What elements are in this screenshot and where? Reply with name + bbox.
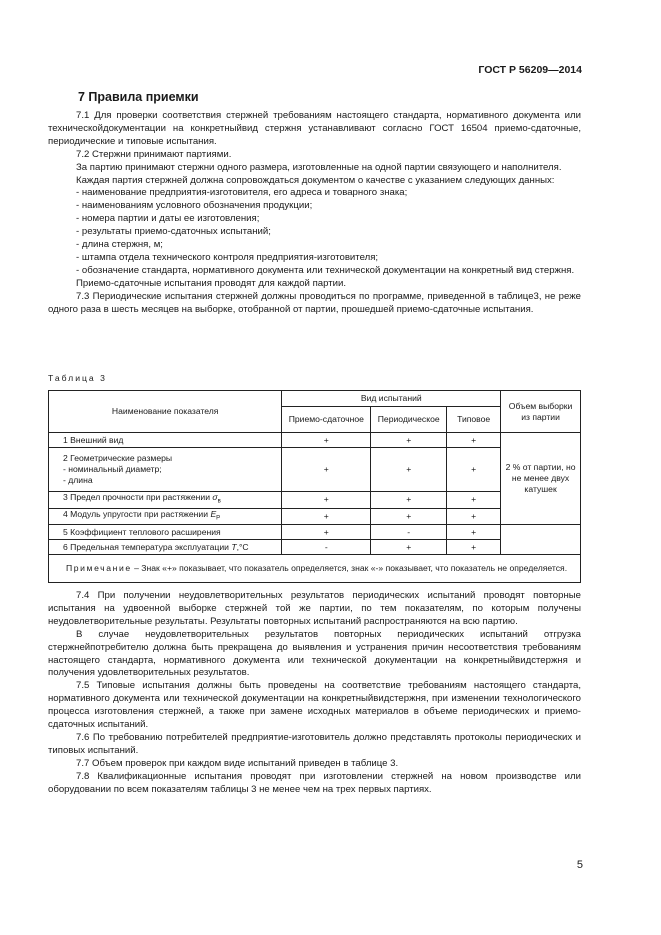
cell-value: + xyxy=(371,540,447,555)
paragraph-7-5: 7.5 Типовые испытания должны быть проведены на соответствие требованиям настоящего стандарта, нормативного документа или технической документации на конкретныйвидстержня, при изменении технологического процесса изготовления стержней, а также при замене исходных материалов в объеме периодических и приемо-сдаточных испытаний. xyxy=(48,680,581,731)
cell-value: + xyxy=(282,433,371,448)
cell-value: - xyxy=(282,540,371,555)
row-name xyxy=(49,448,282,492)
note-text: – Знак «+» показывает, что показатель определяется, знак «-» показывает, что показатель не определяется. xyxy=(131,563,568,574)
paragraph-7-3: 7.3 Периодические испытания стержней должны проводиться по программе, приведенной в таблице3, не реже одного раза в шесть месяцев на выборке, отобранной от партии, прошедшей приемо-сдаточные испытания. xyxy=(48,290,581,315)
cell-value: + xyxy=(447,540,501,555)
cell-value: + xyxy=(371,508,447,525)
row-name-line: - длина xyxy=(63,475,93,485)
paragraph-7-4: 7.4 При получении неудовлетворительных результатов периодических испытаний проводят повторные испытания на удвоенной выборке стержней той же партии, по тем показателям, по которым получены неудовлетворительные результаты. Результаты повторных испытаний распространяются на всю партию. xyxy=(48,590,581,627)
doc-list-item: - наименованиям условного обозначения продукции; xyxy=(76,200,313,212)
table-caption: Таблица 3 xyxy=(48,373,107,383)
row-name: 6 Предельная температура эксплуатации T,°C xyxy=(49,540,282,555)
header-type: Типовое xyxy=(447,407,501,433)
doc-list-item: - наименование предприятия-изготовителя, его адреса и товарного знака; xyxy=(76,187,408,199)
table-row xyxy=(49,433,581,448)
page-number: 5 xyxy=(576,859,583,871)
paragraph-acceptance: Приемо-сдаточные испытания проводят для каждой партии. xyxy=(76,277,347,289)
doc-list-item: - штампа отдела технического контроля предприятия-изготовителя; xyxy=(76,251,379,263)
paragraph-repeat: В случае неудовлетворительных результатов повторных периодических испытаний отгрузка стержнейпотребителю должна быть прекращена до выявления и устранения причин несоответствия требованиям настоящего стандарта, нормативного документа или технической документации на конкретныйвидстержня и получения удовлетворительных результатов. xyxy=(48,628,581,679)
paragraph-7-7: 7.7 Объем проверок при каждом виде испытаний приведен в таблице 3. xyxy=(76,757,399,769)
cell-value: + xyxy=(282,448,371,492)
table-note-row xyxy=(49,555,581,583)
doc-list-item: - номера партии и даты ее изготовления; xyxy=(76,213,260,225)
empty-volume-cell xyxy=(501,525,581,555)
cell-value: + xyxy=(371,433,447,448)
cell-value: + xyxy=(282,525,371,540)
row-name: 3 Предел прочности при растяжении $\sigma_в$ xyxy=(49,492,282,509)
sample-volume-cell: 2 % от партии, но не менее двух катушек xyxy=(501,433,581,525)
row-name-line: - номинальный диаметр; xyxy=(63,464,162,474)
row-name-line: 2 Геометрические размеры xyxy=(63,453,173,463)
cell-value: - xyxy=(371,525,447,540)
cell-value: + xyxy=(371,448,447,492)
table-note xyxy=(49,555,581,583)
paragraph-doc-intro: Каждая партия стержней должна сопровождаться документом о качестве с указанием следующих данных: xyxy=(76,174,555,186)
cell-value: + xyxy=(282,508,371,525)
test-table xyxy=(48,390,581,583)
paragraph-7-1: 7.1 Для проверки соответствия стержней требованиям настоящего стандарта, нормативного документа или техническойдокументации на конкретныйвид стержня устанавливают согласно ГОСТ 16504 приемо-сдаточные, периодические и типовые испытания. xyxy=(48,110,581,147)
doc-list-item: - длина стержня, м; xyxy=(76,239,163,251)
row-name: 1 Внешний вид xyxy=(49,433,282,448)
header-test-group: Вид испытаний xyxy=(282,391,501,407)
section-title: 7 Правила приемки xyxy=(78,90,199,104)
cell-value: + xyxy=(447,492,501,509)
paragraph-7-8: 7.8 Квалификационные испытания проводят при изготовлении стержней на новом производстве или оборудовании по всем показателям таблицы 3 не менее чем на трех первых партиях. xyxy=(48,770,581,795)
section-body-top xyxy=(48,110,581,317)
paragraph-7-6: 7.6 По требованию потребителей предприятие-изготовитель должно представлять протоколы периодических и типовых испытаний. xyxy=(48,731,581,756)
section-body-bottom xyxy=(48,590,581,797)
cell-value: + xyxy=(282,492,371,509)
header-name: Наименование показателя xyxy=(49,391,282,433)
note-label: Примечание xyxy=(66,563,132,574)
header-acceptance: Приемо-сдаточное xyxy=(282,407,371,433)
document-header: ГОСТ Р 56209—2014 xyxy=(478,64,582,76)
header-periodic: Периодическое xyxy=(371,407,447,433)
table-header-row xyxy=(49,391,581,407)
cell-value: + xyxy=(371,492,447,509)
table-row xyxy=(49,525,581,540)
row-name: 4 Модуль упругости при растяжении $E_P$ xyxy=(49,508,282,525)
cell-value: + xyxy=(447,525,501,540)
cell-value: + xyxy=(447,448,501,492)
doc-list-item: - результаты приемо-сдаточных испытаний; xyxy=(76,226,271,238)
cell-value: + xyxy=(447,508,501,525)
header-sample-volume: Объем выборки из партии xyxy=(501,391,581,433)
cell-value: + xyxy=(447,433,501,448)
row-name: 5 Коэффициент теплового расширения xyxy=(49,525,282,540)
doc-list-item: - обозначение стандарта, нормативного документа или технической документации на конкретный вид стержня. xyxy=(76,264,575,276)
paragraph-batch: За партию принимают стержни одного размера, изготовленные на одной партии связующего и наполнителя. xyxy=(76,161,562,173)
paragraph-7-2: 7.2 Стержни принимают партиями. xyxy=(76,148,232,160)
